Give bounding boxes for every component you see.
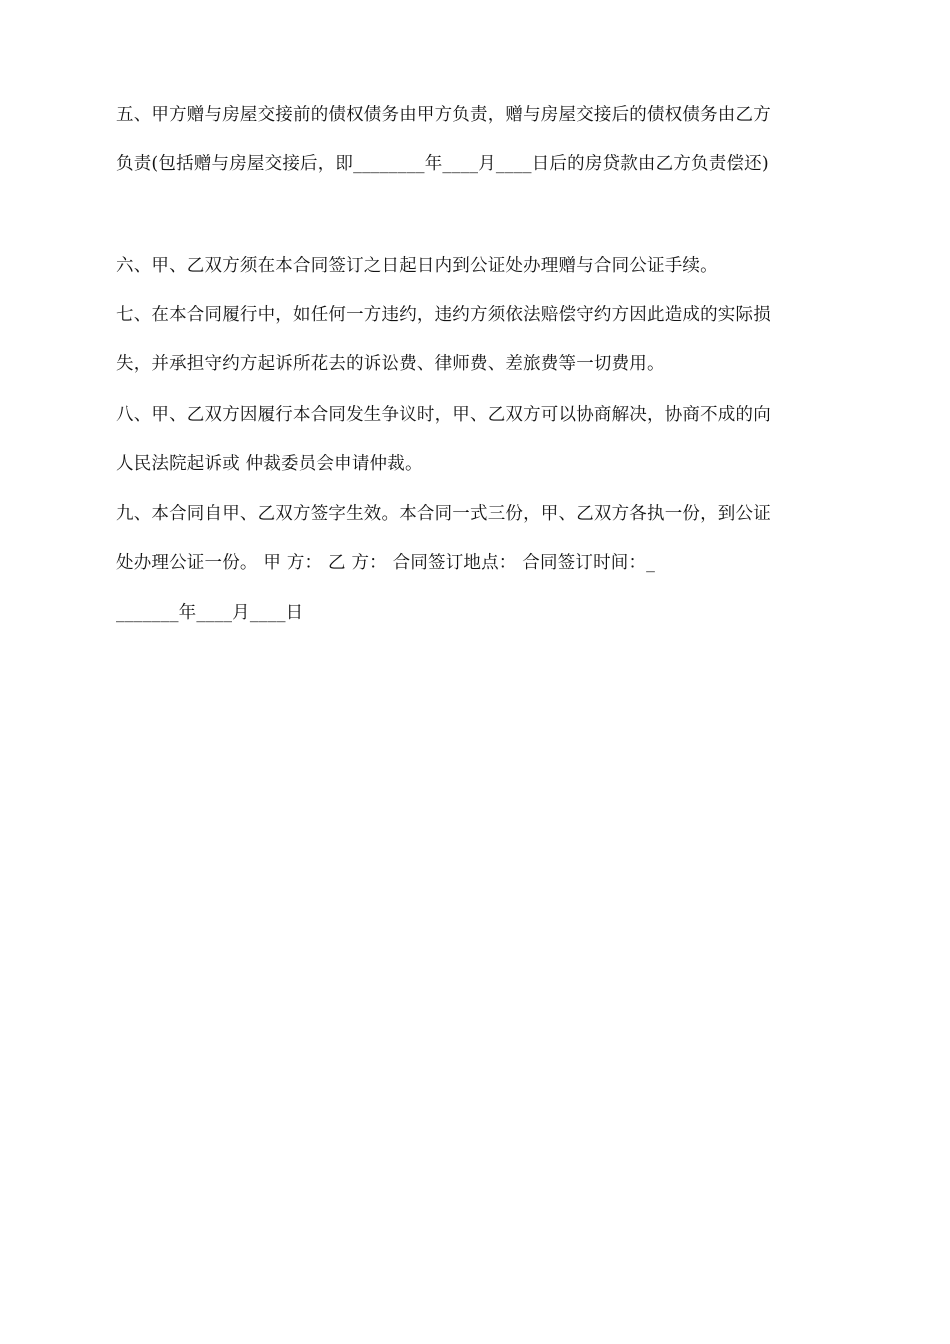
clause-7-line-2: 失，并承担守约方起诉所花去的诉讼费、律师费、差旅费等一切费用。 <box>116 354 665 374</box>
clause-7-line-1: 七、在本合同履行中，如任何一方违约，违约方须依法赔偿守约方因此造成的实际损 <box>116 305 771 325</box>
clause-6-line-1: 六、甲、乙双方须在本合同签订之日起日内到公证处办理赠与合同公证手续。 <box>116 256 718 276</box>
clause-5-line-1: 五、甲方赠与房屋交接前的债权债务由甲方负责，赠与房屋交接后的债权债务由乙方 <box>116 105 771 125</box>
clause-9-line-2-signatures: 处办理公证一份。 甲 方： 乙 方： 合同签订地点： 合同签订时间：_ <box>116 553 656 573</box>
clause-8-line-2: 人民法院起诉或 仲裁委员会申请仲裁。 <box>116 454 423 474</box>
clause-5-line-2: 负责(包括赠与房屋交接后，即________年____月____日后的房贷款由乙方负责偿还) <box>116 154 769 174</box>
contract-date-line: _______年____月____日 <box>116 603 304 623</box>
clause-8-line-1: 八、甲、乙双方因履行本合同发生争议时，甲、乙双方可以协商解决，协商不成的向 <box>116 405 771 425</box>
clause-9-line-1: 九、本合同自甲、乙双方签字生效。本合同一式三份，甲、乙双方各执一份，到公证 <box>116 504 771 524</box>
